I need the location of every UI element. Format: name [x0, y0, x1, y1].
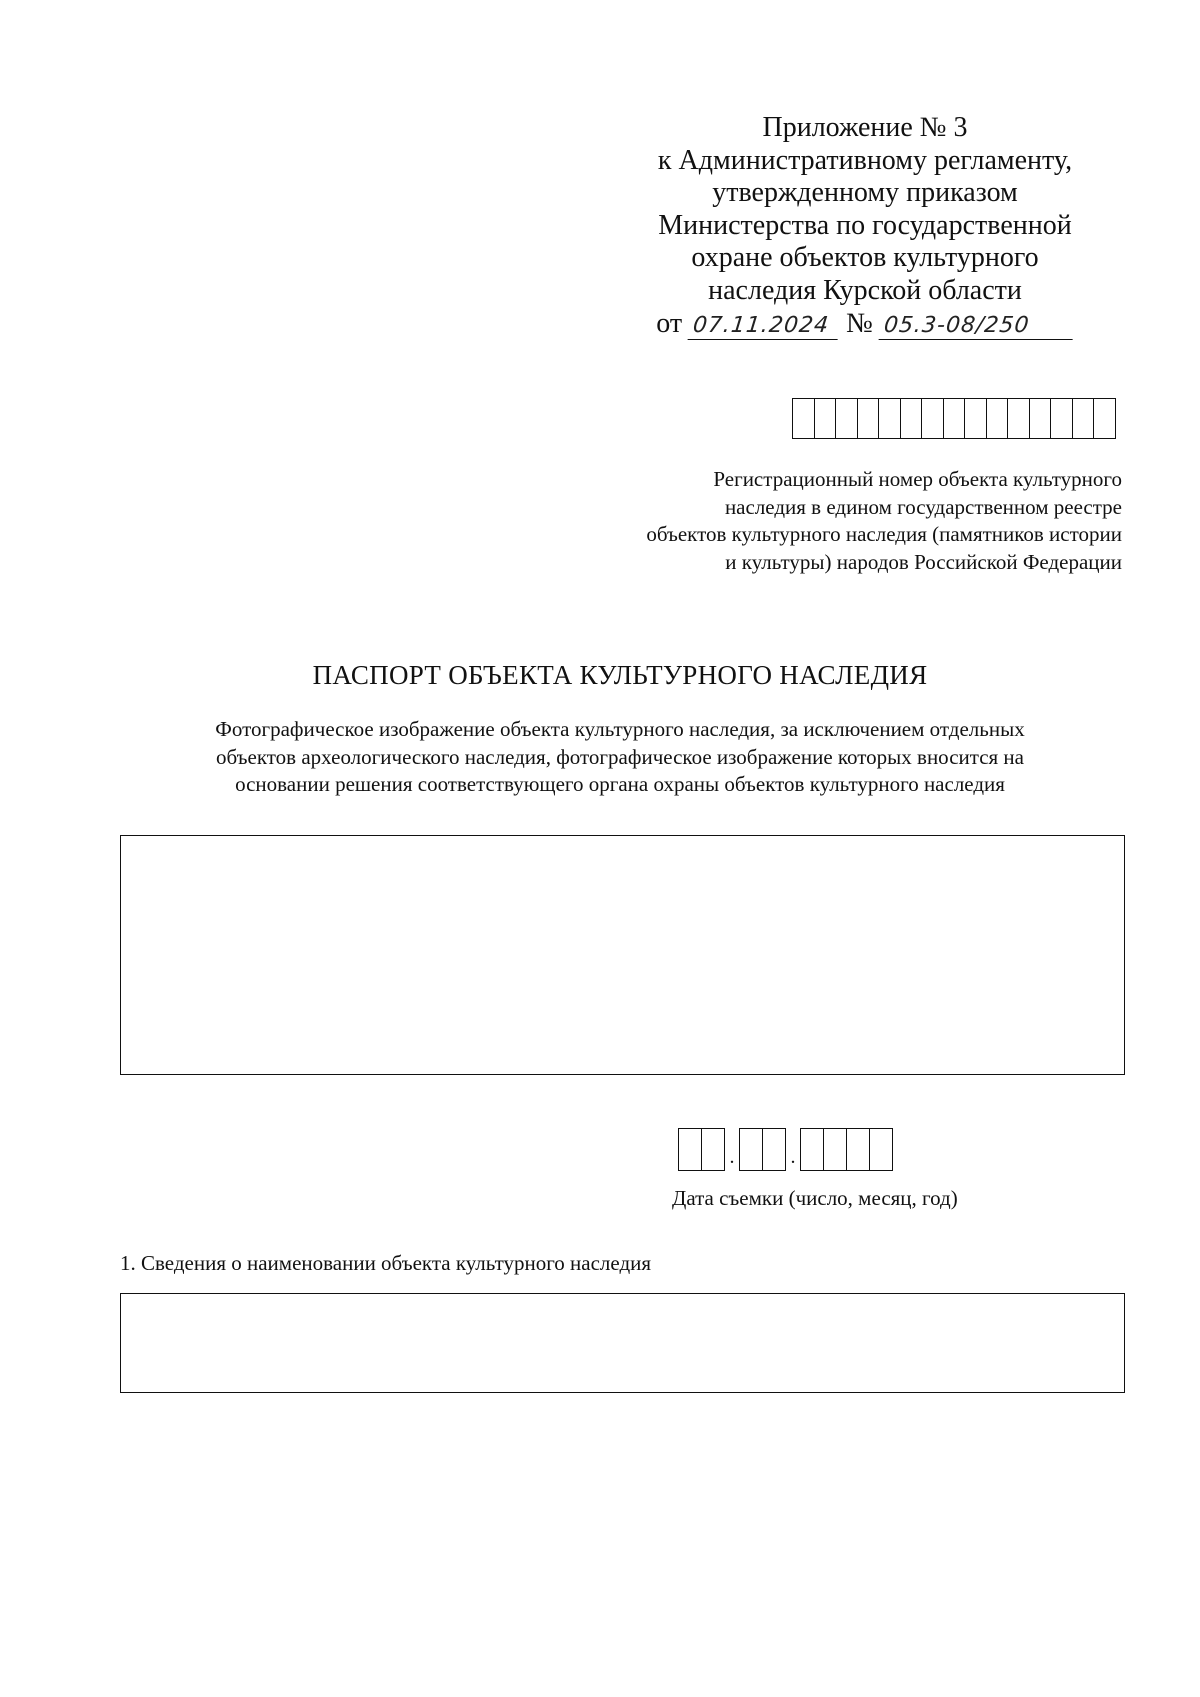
entry-cell[interactable]: [815, 398, 837, 439]
order-reference: [630, 308, 1100, 341]
registration-number-cells[interactable]: [792, 398, 1116, 439]
order-date-prefix: от: [656, 308, 683, 339]
entry-cell[interactable]: [858, 398, 880, 439]
entry-cell[interactable]: [987, 398, 1009, 439]
entry-cell[interactable]: [793, 398, 815, 439]
shoot-date-caption: Дата съемки (число, месяц, год): [672, 1186, 958, 1210]
date-separator: .: [729, 1146, 735, 1168]
entry-cell[interactable]: [944, 398, 966, 439]
appendix-line: к Административному регламенту,: [657, 144, 1073, 176]
order-number-handwritten: 05.3-08/250: [878, 313, 1075, 340]
entry-cell[interactable]: [824, 1128, 847, 1171]
registration-caption: [562, 466, 1122, 576]
entry-cell[interactable]: [702, 1128, 725, 1171]
shoot-day-cells[interactable]: [678, 1128, 725, 1171]
shoot-date-fields: [678, 1128, 893, 1171]
page-title: ПАСПОРТ ОБЪЕКТА КУЛЬТУРНОГО НАСЛЕДИЯ: [312, 660, 928, 690]
registration-caption-line: наследия в едином государственном реестре: [724, 494, 1122, 519]
shoot-month-cells[interactable]: [739, 1128, 786, 1171]
entry-cell[interactable]: [870, 1128, 893, 1171]
object-name-box[interactable]: [120, 1293, 1125, 1393]
appendix-header: [630, 112, 1100, 341]
photo-placeholder-box[interactable]: [120, 835, 1125, 1075]
appendix-line: наследия Курской области: [708, 274, 1022, 306]
entry-cell[interactable]: [763, 1128, 786, 1171]
entry-cell[interactable]: [922, 398, 944, 439]
registration-caption-line: объектов культурного наследия (памятников истории: [646, 522, 1122, 546]
order-number-prefix: №: [846, 308, 873, 339]
entry-cell[interactable]: [1094, 398, 1116, 439]
date-separator: .: [790, 1146, 796, 1168]
photo-caption-line: Фотографическое изображение объекта культурного наследия, за исключением отдельных: [215, 717, 1025, 741]
registration-caption-line: и культуры) народов Российской Федерации: [725, 549, 1122, 574]
entry-cell[interactable]: [836, 398, 858, 439]
photo-caption-line: объектов археологического наследия, фотографическое изображение которых вносится на: [216, 744, 1024, 769]
appendix-line: охране объектов культурного: [691, 242, 1039, 273]
entry-cell[interactable]: [740, 1128, 763, 1171]
appendix-line: утвержденному приказом: [712, 177, 1018, 208]
entry-cell[interactable]: [801, 1128, 824, 1171]
entry-cell[interactable]: [679, 1128, 702, 1171]
entry-cell[interactable]: [1008, 398, 1030, 439]
shoot-year-cells[interactable]: [800, 1128, 893, 1171]
entry-cell[interactable]: [1073, 398, 1095, 439]
section-1-heading: 1. Сведения о наименовании объекта культурного наследия: [120, 1251, 652, 1275]
entry-cell[interactable]: [879, 398, 901, 439]
registration-caption-line: Регистрационный номер объекта культурного: [713, 467, 1122, 491]
entry-cell[interactable]: [901, 398, 923, 439]
entry-cell[interactable]: [965, 398, 987, 439]
photo-caption-line: основании решения соответствующего органа охраны объектов культурного наследия: [235, 772, 1005, 796]
appendix-line: Министерства по государственной: [658, 209, 1072, 241]
entry-cell[interactable]: [1051, 398, 1073, 439]
appendix-line: Приложение № 3: [762, 112, 968, 143]
entry-cell[interactable]: [847, 1128, 870, 1171]
order-date-handwritten: 07.11.2024: [688, 313, 841, 340]
entry-cell[interactable]: [1030, 398, 1052, 439]
photo-caption: [120, 716, 1120, 799]
